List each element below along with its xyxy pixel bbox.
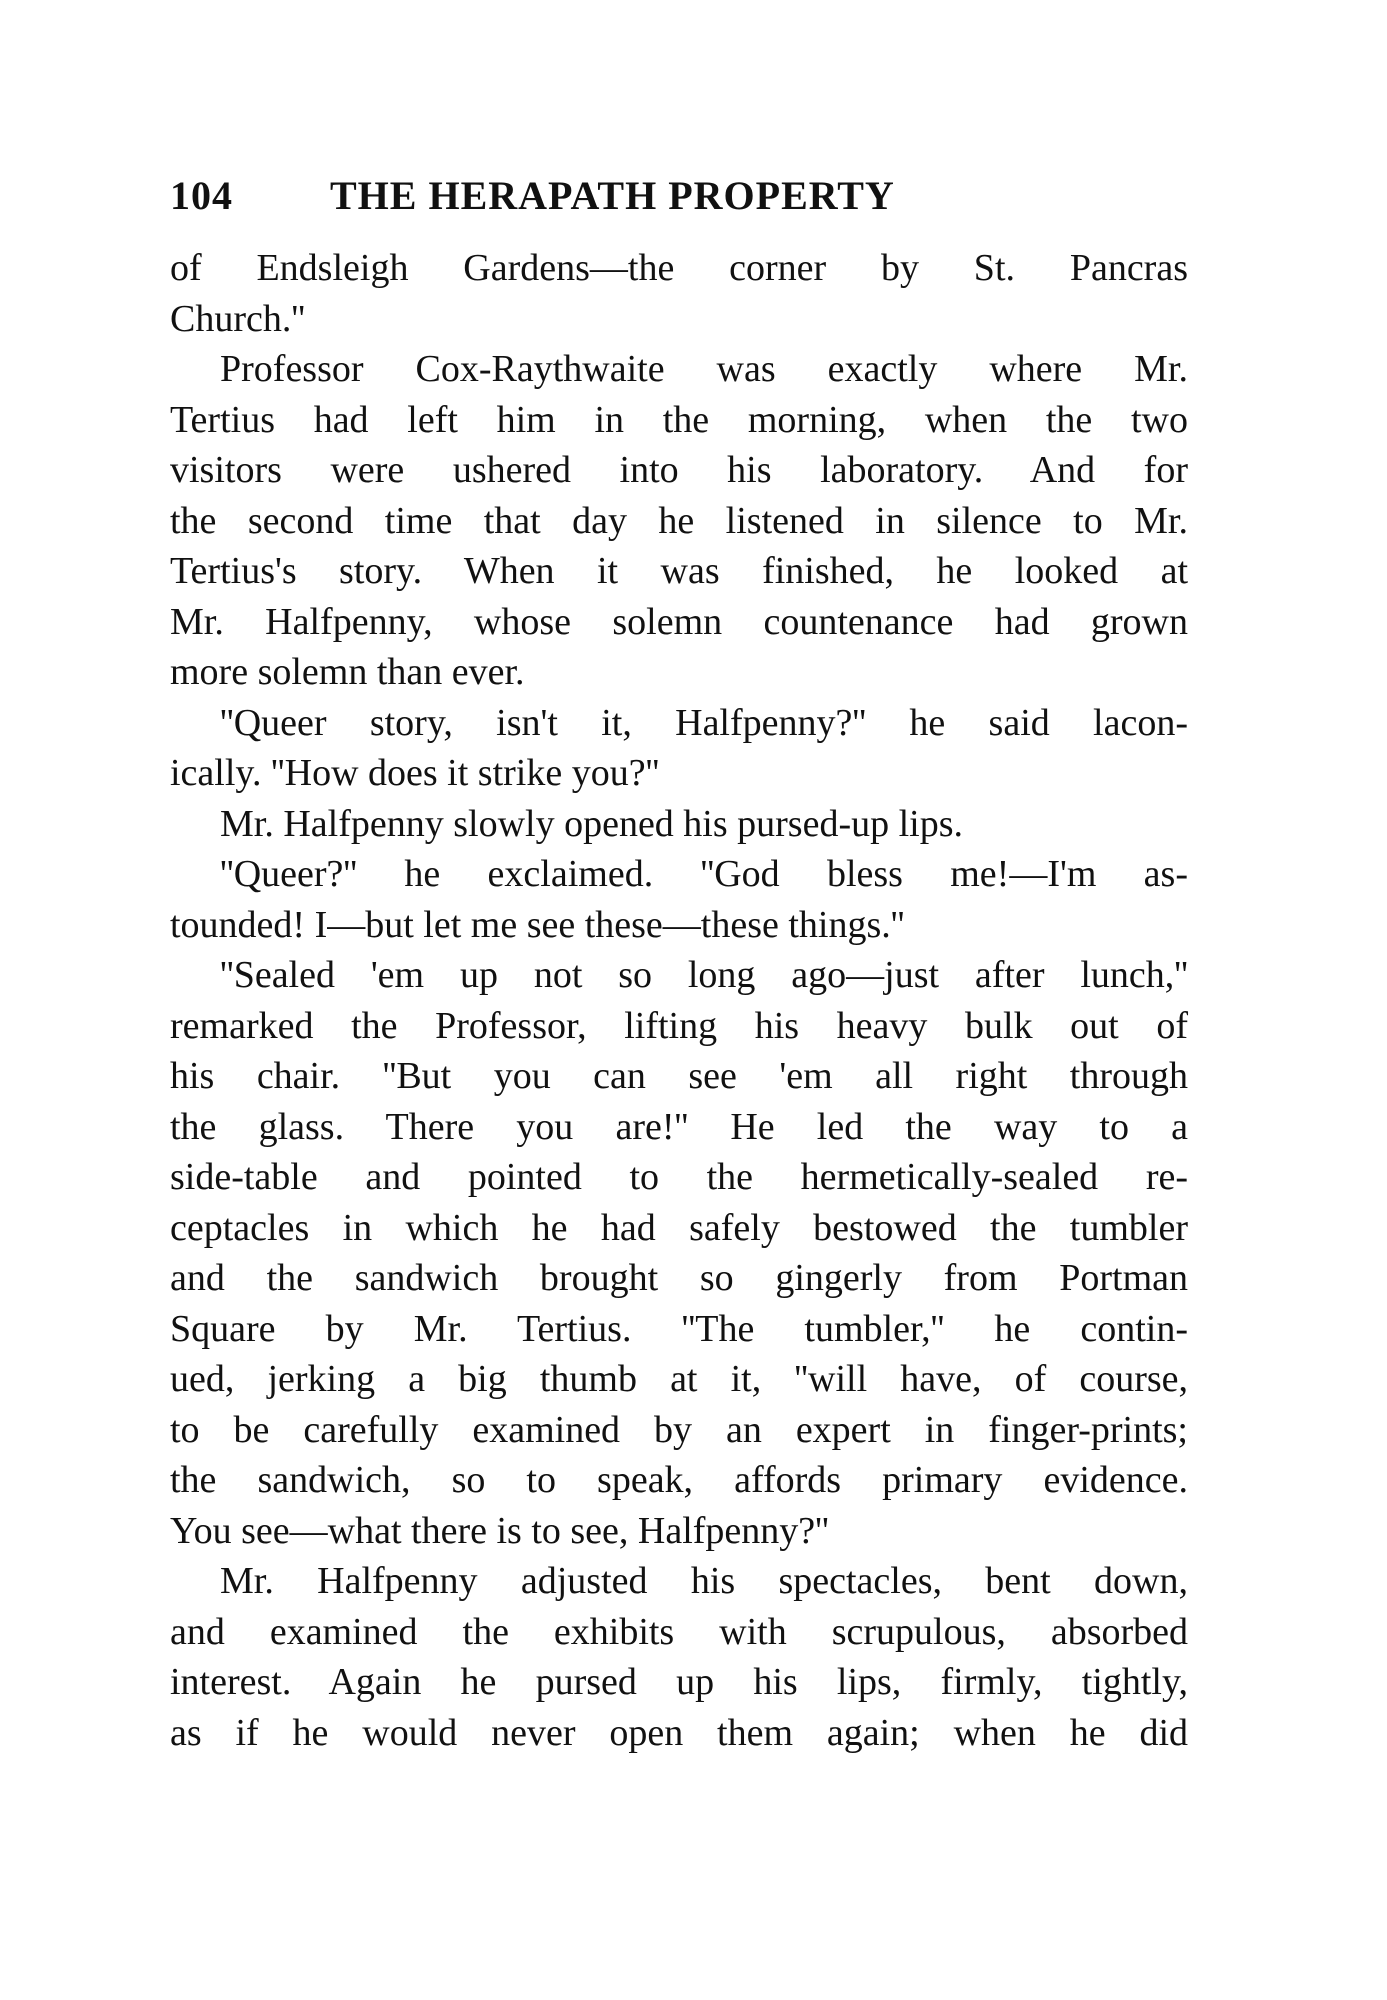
text-line: Mr. Halfpenny slowly opened his pursed-up lips.	[220, 802, 964, 845]
text-line: to be carefully examined by an expert in finger-prints;	[170, 1408, 1188, 1451]
text-line: and examined the exhibits with scrupulous, absorbed	[170, 1610, 1188, 1653]
page-header	[170, 172, 1190, 232]
text-line: ued, jerking a big thumb at it, ''will have, of course,	[170, 1358, 1188, 1400]
text-line: Square by Mr. Tertius. ''The tumbler,'' he contin-	[170, 1307, 1188, 1350]
text-line: of Endsleigh Gardens—the corner by St. Pancras	[170, 247, 1188, 289]
text-line: remarked the Professor, lifting his heavy bulk out of	[170, 1004, 1188, 1047]
text-line: interest. Again he pursed up his lips, firmly, tightly,	[170, 1661, 1188, 1703]
text-line: his chair. ''But you can see 'em all right through	[170, 1055, 1188, 1097]
text-line: visitors were ushered into his laboratory. And for	[170, 449, 1188, 491]
text-line: ''Queer story, isn't it, Halfpenny?'' he said lacon-	[220, 701, 1188, 744]
text-line: ''Queer?'' he exclaimed. ''God bless me!—I'm as-	[220, 853, 1188, 895]
text-line: side-table and pointed to the hermetically-sealed re-	[170, 1156, 1188, 1198]
text-line: You see—what there is to see, Halfpenny?''	[170, 1509, 829, 1552]
text-line: more solemn than ever.	[170, 651, 525, 693]
text-line: the glass. There you are!'' He led the way to a	[170, 1105, 1188, 1148]
body-text	[170, 243, 1188, 1758]
text-line: as if he would never open them again; when he did	[170, 1711, 1188, 1754]
text-line: tounded! I—but let me see these—these things.''	[170, 903, 905, 946]
text-line: Church.''	[170, 297, 306, 340]
page-number: 104	[170, 173, 233, 218]
text-line: Professor Cox-Raythwaite was exactly where Mr.	[220, 348, 1188, 390]
text-line: the sandwich, so to speak, affords primary evidence.	[170, 1459, 1188, 1501]
text-line: Tertius's story. When it was finished, he looked at	[170, 550, 1188, 592]
text-line: Mr. Halfpenny, whose solemn countenance had grown	[170, 600, 1188, 643]
text-line: ceptacles in which he had safely bestowed the tumbler	[170, 1206, 1188, 1249]
text-line: Mr. Halfpenny adjusted his spectacles, bent down,	[220, 1560, 1188, 1602]
running-title: THE HERAPATH PROPERTY	[330, 173, 895, 218]
text-line: the second time that day he listened in silence to Mr.	[170, 499, 1188, 542]
text-line: ically. ''How does it strike you?''	[170, 752, 660, 794]
text-line: and the sandwich brought so gingerly from Portman	[170, 1257, 1188, 1299]
text-line: ''Sealed 'em up not so long ago—just after lunch,''	[220, 954, 1188, 996]
text-line: Tertius had left him in the morning, when the two	[170, 398, 1188, 441]
